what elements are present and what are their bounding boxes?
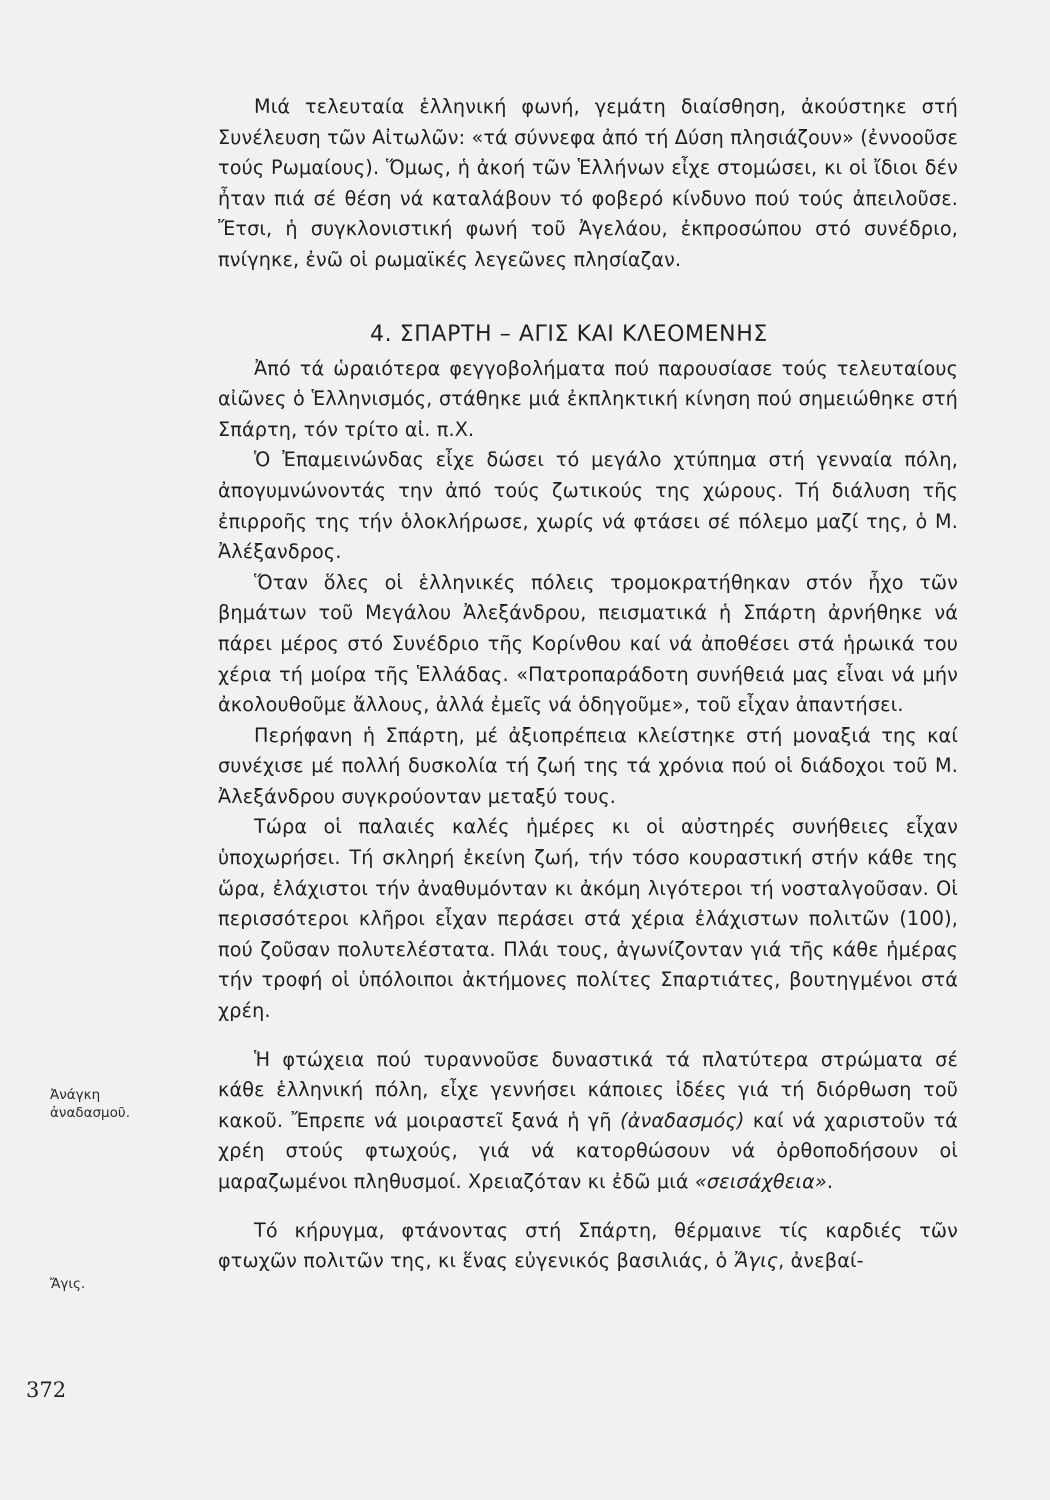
- emphasis-agis: Ἄγις: [733, 1249, 779, 1273]
- section-heading: 4. ΣΠΑΡΤΗ – ΑΓΙΣ ΚΑΙ ΚΛΕΟΜΕΝΗΣ: [370, 321, 768, 347]
- paragraph-anadasmos: [218, 1045, 958, 1198]
- margin-note-line: Ἀνάγκη: [50, 1087, 101, 1103]
- margin-note-line: ἀναδασμοῦ.: [50, 1105, 131, 1121]
- paragraph-epaminondas: Ὁ Ἐπαμεινώνδας εἶχε δώσει τό μεγάλο χτύπημα στή γενναία πόλη, ἀπογυμνώνοντάς την ἀπό τούς ζωτικούς της χώρους. Τή διάλυση τῆς ἐπιρροῆς της τήν ὁλοκλήρωσε, χωρίς νά φτάσει σέ πόλεμο μαζί της, ὁ Μ. Ἀλέξανδρος.: [218, 448, 958, 564]
- emphasis-anadasmos: (ἀναδασμός): [620, 1108, 745, 1132]
- paragraph-agis: [218, 1216, 958, 1277]
- emphasis-seisachtheia: «σεισάχθεια»: [694, 1170, 827, 1193]
- paragraph-decline: Τώρα οἱ παλαιές καλές ἡμέρες κι οἱ αὐστηρές συνήθειες εἶχαν ὑποχωρήσει. Τή σκληρή ἐκείνη ζωή, τήν τόσο κουραστική στήν κάθε της ὥρα, ἐλάχιστοι τήν ἀναθυμόνταν κι ἀκόμη λιγότεροι τή νοσταλγοῦσαν. Οἱ περισσότεροι κλῆροι εἶχαν περάσει στά χέρια ἐλάχιστων πολιτῶν (100), πού ζοῦσαν πολυτελέστατα. Πλάι τους, ἀγωνίζονταν γιά τῆς κάθε ἡμέρας τήν τροφή οἱ ὑπόλοιποι ἀκτήμονες πολίτες Σπαρτιάτες, βουτηγμένοι στά χρέη.: [218, 815, 958, 1023]
- page-number: 372: [26, 1378, 67, 1402]
- margin-note-agis: [50, 1275, 190, 1293]
- text-run: Ἡ φτώχεια πού τυραννοῦσε δυναστικά τά πλατύτερα στρώματα σέ κάθε ἑλληνική πόλη, εἶχε γεννήσει κάποιες ἰδέες γιά τή διόρθωση τοῦ κακοῦ. Ἔπρεπε νά μοιραστεῖ ξανά ἡ γῆ: [218, 1047, 958, 1132]
- margin-note-line: Ἄγις.: [50, 1276, 86, 1292]
- text-run: Τό κήρυγμα, φτάνοντας στή Σπάρτη, θέρμαινε τίς καρδιές τῶν φτωχῶν πολιτῶν της, κι ἕνας εὐγενικός βασιλιάς, ὁ: [218, 1218, 958, 1273]
- text-run: .: [826, 1170, 834, 1193]
- paragraph-isolation: Περήφανη ἡ Σπάρτη, μέ ἀξιοπρέπεια κλείστηκε στή μοναξιά της καί συνέχισε μέ πολλή δυσκολία τή ζωή της τά χρόνια πού οἱ διάδοχοι τοῦ Μ. Ἀλεξάνδρου συγκρούονταν μεταξύ τους.: [218, 723, 958, 808]
- paragraph-greek-voice: Μιά τελευταία ἑλληνική φωνή, γεμάτη διαίσθηση, ἀκούστηκε στή Συνέλευση τῶν Αἰτωλῶν: «τά σύννεφα ἀπό τή Δύση πλησιάζουν» (ἐννοοῦσε τούς Ρωμαίους). Ὅμως, ἡ ἀκοή τῶν Ἑλλήνων εἶχε στομώσει, κι οἱ ἴδιοι δέν ἦταν πιά σέ θέση νά καταλάβουν τό φοβερό κίνδυνο πού τούς ἀπειλοῦσε. Ἔτσι, ἡ συγκλονιστική φωνή τοῦ Ἀγελάου, ἐκπροσώπου στό συνέδριο, πνίγηκε, ἐνῶ οἱ ρωμαϊκές λεγεῶνες πλησίαζαν.: [218, 95, 958, 271]
- paragraph-intro: Ἀπό τά ὡραιότερα φεγγοβολήματα πού παρουσίασε τούς τελευταίους αἰῶνες ὁ Ἑλληνισμός, στάθηκε μιά ἐκπληκτική κίνηση πού σημειώθηκε στή Σπάρτη, τόν τρίτο αἰ. π.Χ.: [218, 356, 958, 441]
- text-column: [218, 92, 958, 1277]
- margin-note-anagki-anadasmou: [50, 1086, 190, 1122]
- text-run: καί νά χαριστοῦν τά χρέη στούς φτωχούς, γιά νά κατορθώσουν νά ὀρθοποδήσουν οἱ μαραζωμένοι πληθυσμοί. Χρειαζόταν κι ἐδῶ μιά: [218, 1108, 958, 1193]
- text-run: , ἀνεβαί-: [778, 1249, 864, 1273]
- paragraph-alexander: Ὅταν ὅλες οἱ ἑλληνικές πόλεις τρομοκρατήθηκαν στόν ἦχο τῶν βημάτων τοῦ Μεγάλου Ἀλεξάνδρου, πεισματικά ἡ Σπάρτη ἀρνήθηκε νά πάρει μέρος στό Συνέδριο τῆς Κορίνθου καί νά ἀποθέσει στά ἡρωικά του χέρια τή μοίρα τῆς Ἑλλάδας. «Πατροπαράδοτη συνήθειά μας εἶναι νά μήν ἀκολουθοῦμε ἄλλους, ἀλλά ἐμεῖς νά ὁδηγοῦμε», τοῦ εἶχαν ἀπαντήσει.: [218, 570, 958, 717]
